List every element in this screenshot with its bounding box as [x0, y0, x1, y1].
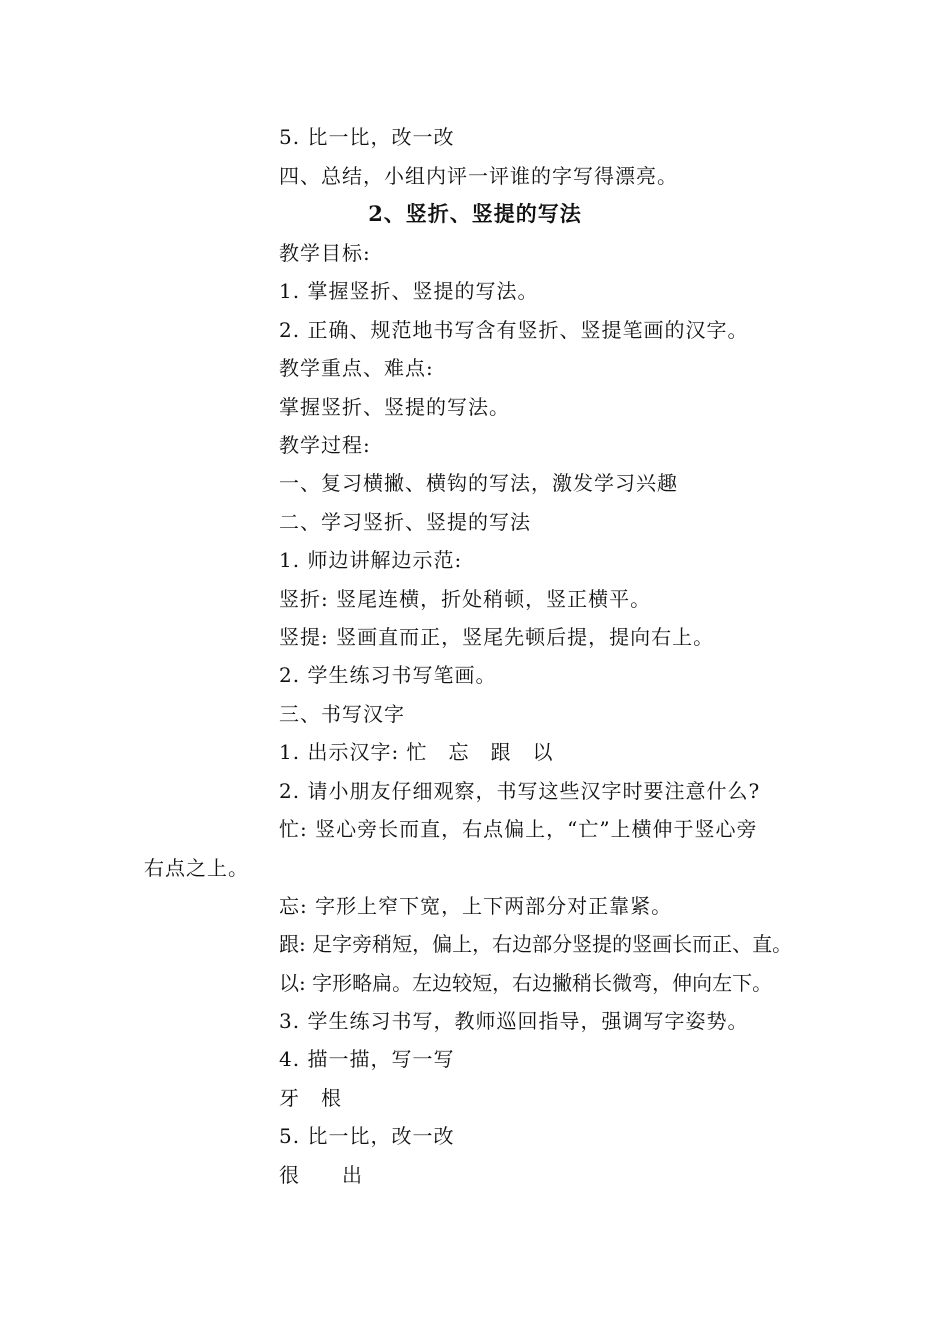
- prev-item-compare: 5. 比一比，改一改: [279, 125, 455, 149]
- char-note-mang: 忙: 竖心旁长而直，右点偏上，“亡”上横伸于竖心旁: [279, 817, 758, 841]
- step-trace: 4. 描一描，写一写: [279, 1047, 455, 1071]
- goals-heading: 教学目标:: [279, 241, 371, 265]
- trace-chars: 牙 根: [279, 1086, 342, 1110]
- step-learn: 二、学习竖折、竖提的写法: [279, 510, 531, 534]
- char-note-gen: 跟: 足字旁稍短，偏上，右边部分竖提的竖画长而正、直。: [279, 932, 793, 956]
- step-write-chars: 三、书写汉字: [279, 702, 405, 726]
- goal-item: 2. 正确、规范地书写含有竖折、竖提笔画的汉字。: [279, 318, 749, 342]
- step-demo: 1. 师边讲解边示范:: [279, 548, 463, 572]
- step-review: 一、复习横撇、横钩的写法，激发学习兴趣: [279, 471, 678, 495]
- char-note-wang: 忘: 字形上窄下宽，上下两部分对正靠紧。: [279, 894, 673, 918]
- step-practice: 2. 学生练习书写笔画。: [279, 663, 497, 687]
- step-student-write: 3. 学生练习书写，教师巡回指导，强调写字姿势。: [279, 1009, 749, 1033]
- stroke-shuti: 竖提: 竖画直而正，竖尾先顿后提，提向右上。: [279, 625, 715, 649]
- process-heading: 教学过程:: [279, 433, 371, 457]
- char-note-yi: 以: 字形略扁。左边较短，右边撇稍长微弯，伸向左下。: [279, 971, 773, 995]
- key-points-heading: 教学重点、难点:: [279, 356, 434, 380]
- step-compare: 5. 比一比，改一改: [279, 1124, 455, 1148]
- compare-chars: 很 出: [279, 1163, 363, 1187]
- step-observe: 2. 请小朋友仔细观察，书写这些汉字时要注意什么?: [279, 779, 761, 803]
- goal-item: 1. 掌握竖折、竖提的写法。: [279, 279, 539, 303]
- prev-summary: 四、总结，小组内评一评谁的字写得漂亮。: [279, 164, 678, 188]
- lesson-title: 2、竖折、竖提的写法: [368, 201, 582, 226]
- stroke-shuzhe: 竖折: 竖尾连横，折处稍顿，竖正横平。: [279, 587, 652, 611]
- char-note-mang-cont: 右点之上。: [144, 856, 249, 880]
- step-show-chars: 1. 出示汉字: 忙 忘 跟 以: [279, 740, 554, 764]
- key-points-text: 掌握竖折、竖提的写法。: [279, 395, 510, 419]
